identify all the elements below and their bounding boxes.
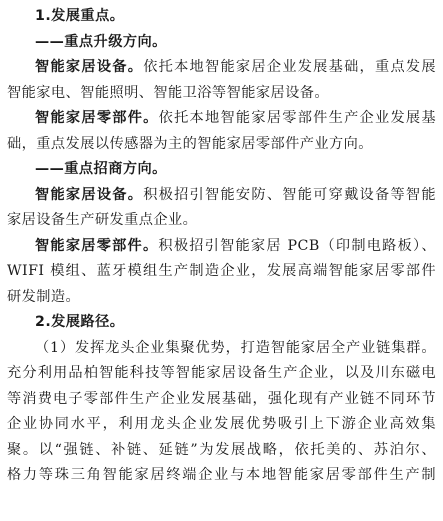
paragraph-lead: 智能家居设备。: [35, 59, 144, 75]
paragraph-text: 依托本地智能家居企业发展基础，重点发展: [143, 59, 436, 75]
paragraph-text: 依托本地智能家居零部件生产企业发展基: [158, 110, 436, 126]
paragraph-line: [7, 106, 436, 132]
subsection-heading-upgrade: ——重点升级方向。: [35, 33, 167, 50]
section-heading-1: 1.发展重点。: [35, 8, 125, 24]
paragraph-line: [7, 183, 436, 209]
paragraph-line: 企业协同水平，利用龙头企业发展优势吸引上下游企业高效集: [7, 416, 436, 432]
paragraph-line: （1）发挥龙头企业集聚优势，打造智能家居全产业链集群。: [35, 339, 436, 356]
paragraph-line: [7, 234, 436, 260]
paragraph-line: WIFI 模组、蓝牙模组生产制造企业，发展高端智能家居零部件: [7, 263, 436, 279]
paragraph-line: 智能家电、智能照明、智能卫浴等智能家居设备。: [7, 84, 330, 101]
paragraph-line: 础，重点发展以传感器为主的智能家居零部件产业方向。: [7, 135, 373, 152]
paragraph-line: 等消费电子零部件生产企业发展基础，强化现有产业链不同环节: [7, 390, 436, 407]
section-heading-2: 2.发展路径。: [35, 314, 125, 330]
paragraph-line: 格力等珠三角智能家居终端企业与本地智能家居零部件生产制: [7, 467, 436, 483]
paragraph-line: 聚。以“强链、补链、延链”为发展战略，依托美的、苏泊尔、: [7, 441, 436, 458]
paragraph-lead: 智能家居设备。: [35, 186, 144, 203]
paragraph-line: 研发制造。: [7, 288, 81, 305]
paragraph-lead: 智能家居零部件。: [35, 110, 159, 126]
paragraph-lead: 智能家居零部件。: [35, 237, 159, 254]
subsection-heading-invest: ——重点招商方向。: [35, 161, 167, 177]
paragraph-line: 充分利用品柏智能科技等智能家居设备生产企业，以及川东磁电: [7, 365, 436, 381]
paragraph-line: [7, 55, 436, 81]
paragraph-text: 积极招引智能安防、智能可穿戴设备等智能: [143, 186, 436, 203]
paragraph-text: 积极招引智能家居 PCB（印制电路板）、: [158, 237, 436, 254]
paragraph-line: 家居设备生产研发重点企业。: [7, 212, 198, 228]
